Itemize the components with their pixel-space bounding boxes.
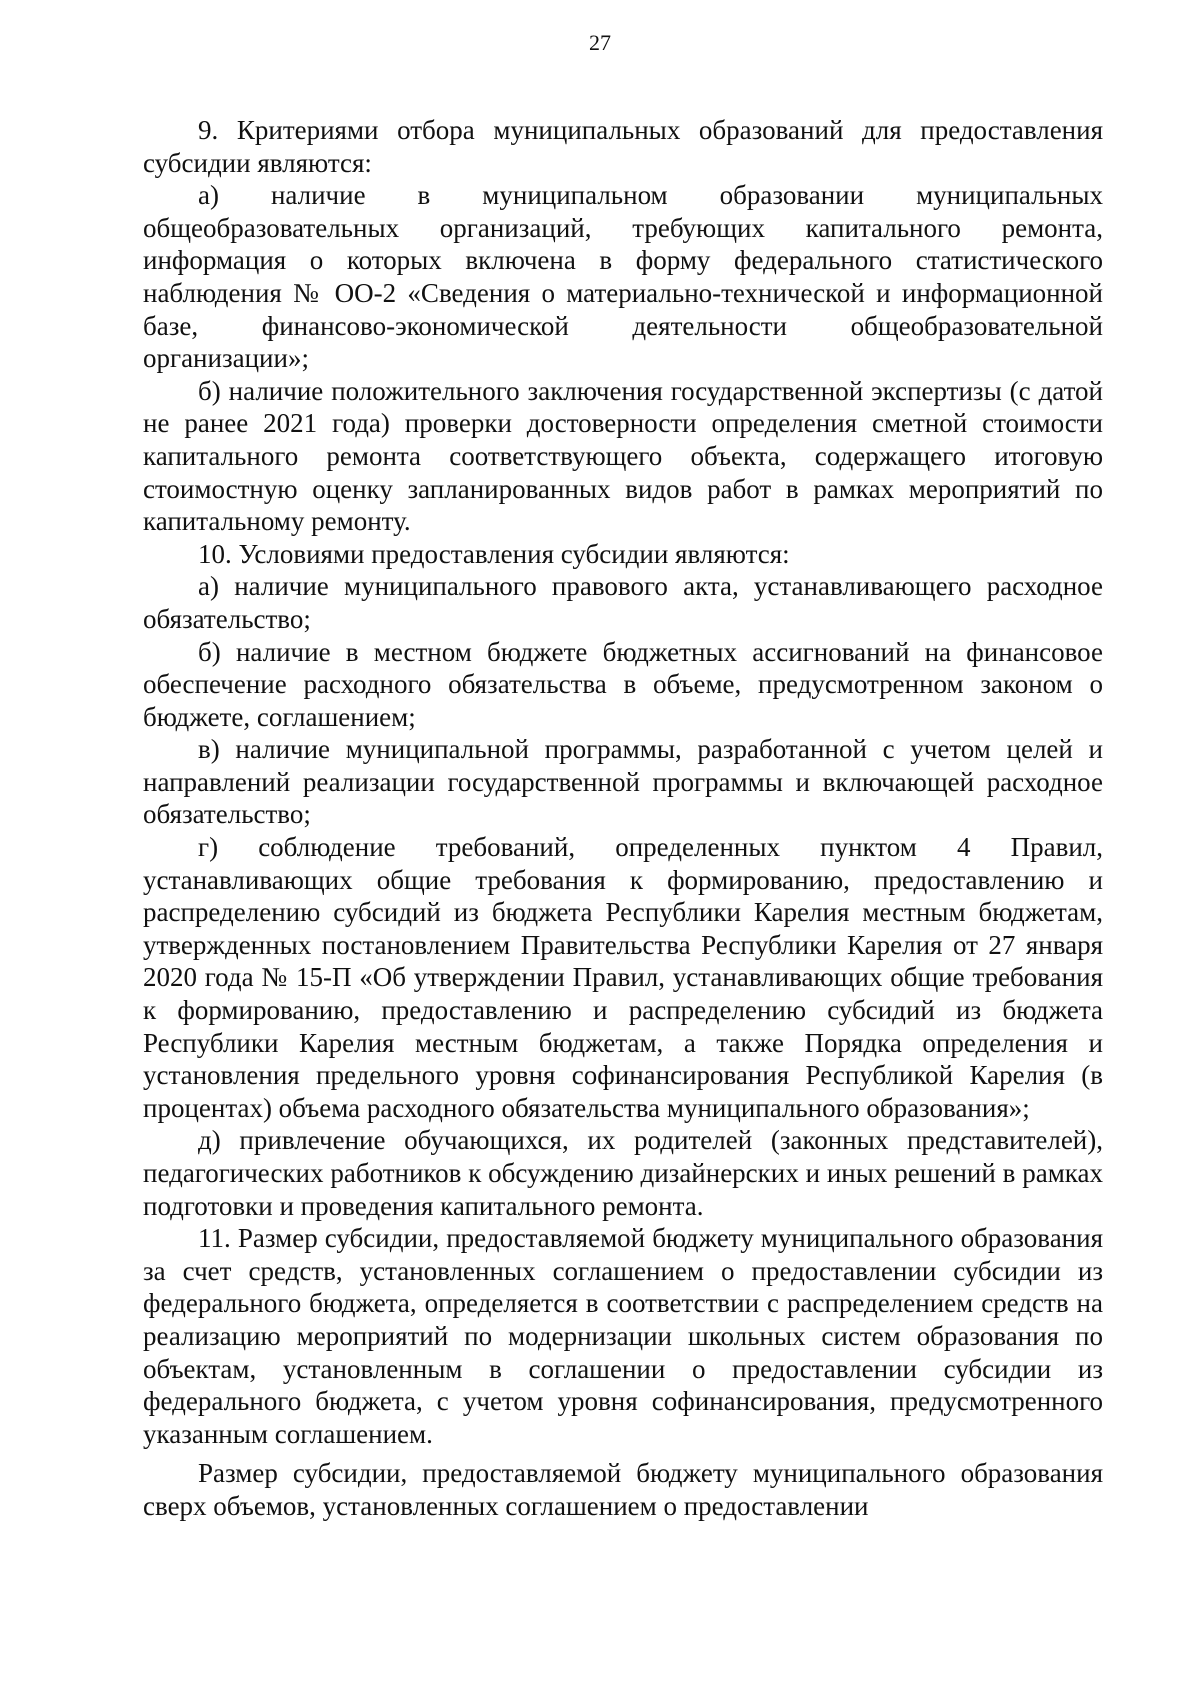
paragraph-10d: д) привлечение обучающихся, их родителей (законных представителей), педагогических работников к обсуждению дизайнерских и иных решений в рамках подготовки и проведения капитального ремонта. xyxy=(143,1125,1103,1221)
paragraph-9-heading: 9. Критериями отбора муниципальных образований для предоставления субсидии являются: xyxy=(143,115,1103,178)
paragraph-9b: б) наличие положительного заключения государственной экспертизы (с датой не ранее 2021 года) проверки достоверности определения сметной стоимости капитального ремонта соответствующего объекта, содержащего итоговую стоимостную оценку запланированных видов работ в рамках мероприятий по капитальному ремонту. xyxy=(143,375,1103,537)
paragraph-10-heading: 10. Условиями предоставления субсидии являются: xyxy=(198,538,790,569)
paragraph-10g: г) соблюдение требований, определенных пунктом 4 Правил, устанавливающих общие требования к формированию, предоставлению и распределению субсидий из бюджета Республики Карелия местным бюджетам, утвержденных постановлением Правительства Республики Карелия от 27 января 2020 года № 15-П «Об утверждении Правил, устанавливающих общие требования к формированию, предоставлению и распределению субсидий из бюджета Республики Карелия местным бюджетам, а также Порядка определения и установления предельного уровня софинансирования Республикой Карелия (в процентах) объема расходного обязательства муниципального образования»; xyxy=(143,832,1103,1123)
document-body xyxy=(143,114,1103,1523)
paragraph-10b: б) наличие в местном бюджете бюджетных ассигнований на финансовое обеспечение расходного обязательства в объеме, предусмотренном законом о бюджете, соглашением; xyxy=(143,636,1103,732)
paragraph-11-continued: Размер субсидии, предоставляемой бюджету муниципального образования сверх объемов, установленных соглашением о предоставлении xyxy=(143,1458,1103,1521)
page-number: 27 xyxy=(589,30,611,55)
paragraph-10v: в) наличие муниципальной программы, разработанной с учетом целей и направлений реализации государственной программы и включающей расходное обязательство; xyxy=(143,734,1103,830)
paragraph-11: 11. Размер субсидии, предоставляемой бюджету муниципального образования за счет средств, установленных соглашением о предоставлении субсидии из федерального бюджета, определяется в соответствии с распределением средств на реализацию мероприятий по модернизации школьных систем образования по объектам, установленным в соглашении о предоставлении субсидии из федерального бюджета, с учетом уровня софинансирования, предусмотренного указанным соглашением. xyxy=(143,1223,1103,1449)
paragraph-10a: а) наличие муниципального правового акта, устанавливающего расходное обязательство; xyxy=(143,571,1103,634)
paragraph-9a: а) наличие в муниципальном образовании муниципальных общеобразовательных организаций, требующих капитального ремонта, информация о которых включена в форму федерального статистического наблюдения № ОО-2 «Сведения о материально-технической и информационной базе, финансово-экономической деятельности общеобразовательной организации»; xyxy=(143,180,1103,374)
